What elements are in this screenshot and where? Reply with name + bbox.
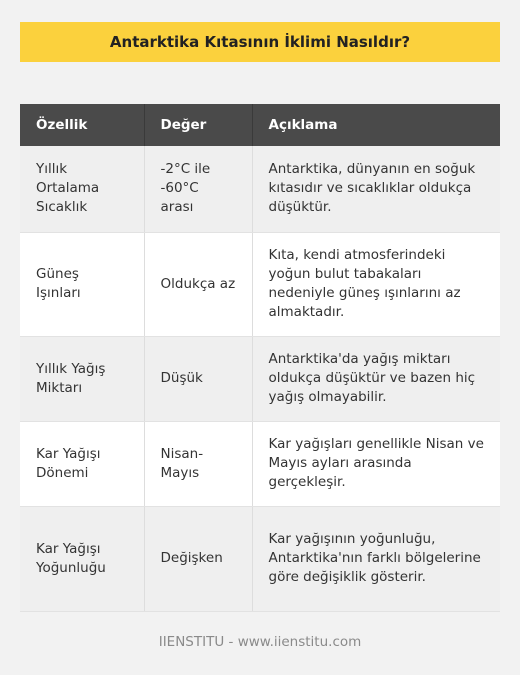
table-row [20,232,500,336]
table-row [20,146,500,232]
table-row [20,421,500,506]
header-ozellik: Özellik [20,104,144,146]
cell-feature: Kar Yağışı Yoğunluğu [20,506,144,611]
cell-value: -2°C ile -60°C arası [144,146,252,232]
header-deger: Değer [144,104,252,146]
table-row [20,506,500,611]
climate-table [20,104,500,612]
header-aciklama: Açıklama [252,104,500,146]
cell-description: Kıta, kendi atmosferindeki yoğun bulut tabakaları nedeniyle güneş ışınlarını az almaktadır. [252,232,500,336]
cell-description: Kar yağışının yoğunluğu, Antarktika'nın farklı bölgelerine göre değişiklik gösterir. [252,506,500,611]
table-header-row [20,104,500,146]
page-title: Antarktika Kıtasının İklimi Nasıldır? [20,22,500,62]
cell-description: Kar yağışları genellikle Nisan ve Mayıs ayları arasında gerçekleşir. [252,421,500,506]
cell-feature: Yıllık Yağış Miktarı [20,336,144,421]
footer-credit: IIENSTITU - www.iienstitu.com [158,634,362,650]
cell-value: Değişken [144,506,252,611]
cell-feature: Kar Yağışı Dönemi [20,421,144,506]
cell-description: Antarktika'da yağış miktarı oldukça düşüktür ve bazen hiç yağış olmayabilir. [252,336,500,421]
cell-value: Nisan-Mayıs [144,421,252,506]
table-row [20,336,500,421]
cell-value: Düşük [144,336,252,421]
cell-feature: Yıllık Ortalama Sıcaklık [20,146,144,232]
cell-feature: Güneş Işınları [20,232,144,336]
cell-value: Oldukça az [144,232,252,336]
cell-description: Antarktika, dünyanın en soğuk kıtasıdır ve sıcaklıklar oldukça düşüktür. [252,146,500,232]
